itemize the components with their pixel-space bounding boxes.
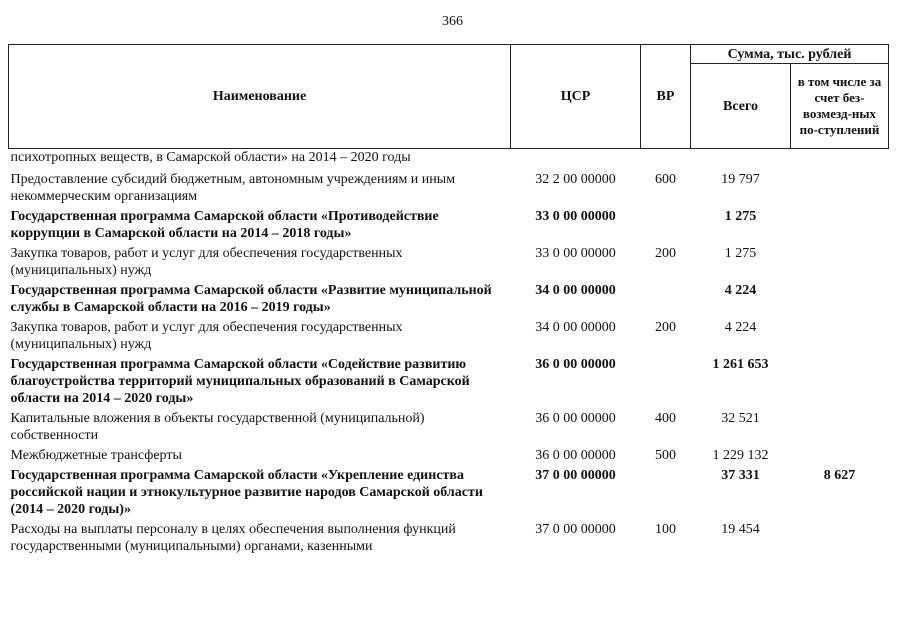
header-total: Всего — [691, 64, 791, 149]
row-name: Межбюджетные трансферты — [10, 448, 182, 463]
row-csr: 36 0 00 00000 — [535, 411, 616, 426]
row-total: 32 521 — [721, 411, 760, 426]
row-free — [791, 168, 889, 205]
header-name: Наименование — [9, 45, 511, 149]
row-vr: 500 — [655, 448, 676, 463]
row-total: 19 797 — [721, 172, 760, 187]
row-name: Предоставление субсидий бюджетным, автономным учреждениям и иным некоммерческим организациям — [10, 172, 456, 204]
table-row — [9, 464, 889, 518]
row-total: 19 454 — [721, 522, 760, 537]
row-free — [791, 444, 889, 464]
row-csr: 36 0 00 00000 — [535, 357, 616, 372]
row-vr: 200 — [655, 246, 676, 261]
row-free — [791, 279, 889, 316]
table-row — [9, 518, 889, 555]
row-free — [791, 205, 889, 242]
budget-table — [8, 44, 889, 555]
row-total: 1 229 132 — [712, 448, 769, 463]
row-total: 37 331 — [721, 468, 760, 483]
row-vr — [641, 353, 691, 407]
row-vr: 200 — [655, 320, 676, 335]
row-free — [791, 518, 889, 555]
row-name: Государственная программа Самарской области «Противодействие коррупции в Самарской области на 2014 – 2018 годы» — [10, 209, 439, 241]
row-name: Государственная программа Самарской области «Развитие муниципальной службы в Самарской области на 2016 – 2019 годы» — [10, 283, 492, 315]
table-row — [9, 316, 889, 353]
table-row — [9, 353, 889, 407]
header-free: в том числе за счет без-возмезд-ных по-ступлений — [791, 64, 889, 149]
row-csr: 36 0 00 00000 — [535, 448, 616, 463]
row-total: 1 275 — [724, 246, 757, 261]
row-name: Капитальные вложения в объекты государственной (муниципальной) собственности — [10, 411, 425, 443]
row-csr: 33 0 00 00000 — [535, 209, 616, 224]
table-row — [9, 205, 889, 242]
row-total: 4 224 — [724, 283, 757, 298]
row-vr: 100 — [655, 522, 676, 537]
row-name: Государственная программа Самарской области «Содействие развитию благоустройства территорий муниципальных образований в Самарской области на 2014 – 2020 годы» — [10, 357, 470, 406]
table-header — [9, 45, 889, 149]
table-row — [9, 168, 889, 205]
row-vr — [641, 149, 691, 169]
row-name: Государственная программа Самарской области «Укрепление единства российской нации и этнокультурное развитие народов Самарской области (2014 – 2020 годы)» — [10, 468, 483, 517]
row-total: 1 261 653 — [712, 357, 769, 372]
table-row — [9, 444, 889, 464]
row-name: психотропных веществ, в Самарской области» на 2014 – 2020 годы — [10, 150, 411, 165]
row-free — [791, 316, 889, 353]
row-free — [791, 242, 889, 279]
row-name: Расходы на выплаты персоналу в целях обеспечения выполнения функций государственными (муниципальными) органами, казенными — [10, 522, 456, 554]
row-name: Закупка товаров, работ и услуг для обеспечения государственных (муниципальных) нужд — [10, 246, 403, 278]
row-csr — [511, 149, 641, 169]
page-number: 366 — [442, 14, 463, 29]
row-csr: 34 0 00 00000 — [535, 320, 616, 335]
row-vr — [641, 464, 691, 518]
table-row — [9, 149, 889, 169]
row-total: 1 275 — [724, 209, 757, 224]
row-total — [691, 149, 791, 169]
row-free — [791, 353, 889, 407]
table-row — [9, 407, 889, 444]
row-vr — [641, 279, 691, 316]
row-free — [791, 149, 889, 169]
header-sum: Сумма, тыс. рублей — [691, 45, 889, 64]
header-csr: ЦСР — [511, 45, 641, 149]
row-vr: 400 — [655, 411, 676, 426]
row-csr: 34 0 00 00000 — [535, 283, 616, 298]
row-vr: 600 — [655, 172, 676, 187]
row-name: Закупка товаров, работ и услуг для обеспечения государственных (муниципальных) нужд — [10, 320, 403, 352]
row-total: 4 224 — [724, 320, 757, 335]
header-vr: ВР — [641, 45, 691, 149]
table-row — [9, 279, 889, 316]
row-csr: 32 2 00 00000 — [535, 172, 616, 187]
row-vr — [641, 205, 691, 242]
row-free: 8 627 — [823, 468, 856, 483]
row-csr: 37 0 00 00000 — [535, 468, 616, 483]
table-row — [9, 242, 889, 279]
row-csr: 33 0 00 00000 — [535, 246, 616, 261]
row-csr: 37 0 00 00000 — [535, 522, 616, 537]
row-free — [791, 407, 889, 444]
